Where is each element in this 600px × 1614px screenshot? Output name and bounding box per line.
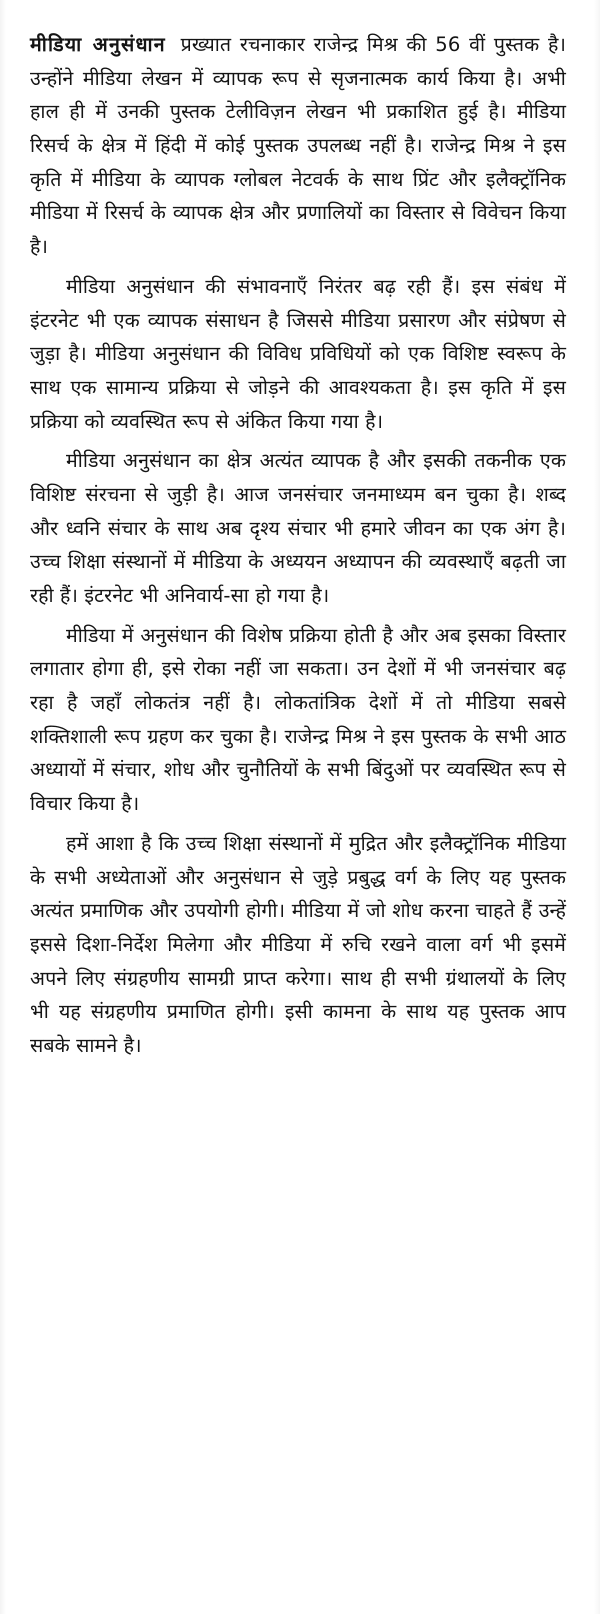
paragraph-4: मीडिया में अनुसंधान की विशेष प्रक्रिया होती है और अब इसका विस्तार लगातार होगा ही, इसे रोका नहीं जा सकता। उन देशों में भी जनसंचार बढ़ रहा है जहाँ लोकतंत्र नहीं है। लोकतांत्रिक देशों में तो मीडिया सबसे शक्तिशाली रूप ग्रहण कर चुका है। राजेन्द्र मिश्र ने इस पुस्तक के सभी आठ अध्यायों में संचार, शोध और चुनौतियों के सभी बिंदुओं पर व्यवस्थित रूप से विचार किया है। bbox=[30, 623, 566, 816]
paragraph-1-text: प्रख्यात रचनाकार राजेन्द्र मिश्र की 56 वीं पुस्तक है। उन्होंने मीडिया लेखन में व्यापक रूप से सृजनात्मक कार्य किया है। अभी हाल ही में उनकी पुस्तक टेलीविज़न लेखन भी प्रकाशित हुई है। मीडिया रिसर्च के क्षेत्र में हिंदी में कोई पुस्तक उपलब्ध नहीं है। राजेन्द्र मिश्र ने इस कृति में मीडिया के व्यापक ग्लोबल नेटवर्क के साथ प्रिंट और इलैक्ट्रॉनिक मीडिया में रिसर्च के व्यापक क्षेत्र और प्रणालियों का विस्तार से विवेचन किया है। bbox=[30, 33, 566, 259]
paragraph-1 bbox=[30, 28, 566, 264]
paragraph-3: मीडिया अनुसंधान का क्षेत्र अत्यंत व्यापक है और इसकी तकनीक एक विशिष्ट संरचना से जुड़ी है। आज जनसंचार जनमाध्यम बन चुका है। शब्द और ध्वनि संचार के साथ अब दृश्य संचार भी हमारे जीवन का एक अंग है। उच्च शिक्षा संस्थानों में मीडिया के अध्ययन अध्यापन की व्यवस्थाएँ बढ़ती जा रही हैं। इंटरनेट भी अनिवार्य-सा हो गया है। bbox=[30, 449, 566, 607]
lead-term: मीडिया अनुसंधान bbox=[30, 33, 166, 56]
paragraph-5: हमें आशा है कि उच्च शिक्षा संस्थानों में मुद्रित और इलैक्ट्रॉनिक मीडिया के सभी अध्येताओं और अनुसंधान से जुड़े प्रबुद्ध वर्ग के लिए यह पुस्तक अत्यंत प्रमाणिक और उपयोगी होगी। मीडिया में जो शोध करना चाहते हैं उन्हें इससे दिशा-निर्देश मिलेगा और मीडिया में रुचि रखने वाला वर्ग भी इसमें अपने लिए संग्रहणीय सामग्री प्राप्त करेगा। साथ ही सभी ग्रंथालयों के लिए भी यह संग्रहणीय प्रमाणित होगी। इसी कामना के साथ यह पुस्तक आप सबके सामने है। bbox=[30, 831, 566, 1057]
paragraph-2: मीडिया अनुसंधान की संभावनाएँ निरंतर बढ़ रही हैं। इस संबंध में इंटरनेट भी एक व्यापक संसाधन है जिससे मीडिया प्रसारण और संप्रेषण से जुड़ा है। मीडिया अनुसंधान की विविध प्रविधियों को एक विशिष्ट स्वरूप के साथ एक सामान्य प्रक्रिया से जोड़ने की आवश्यकता है। इस कृति में इस प्रक्रिया को व्यवस्थित रूप से अंकित किया गया है। bbox=[30, 274, 566, 433]
document-body bbox=[30, 28, 566, 1063]
